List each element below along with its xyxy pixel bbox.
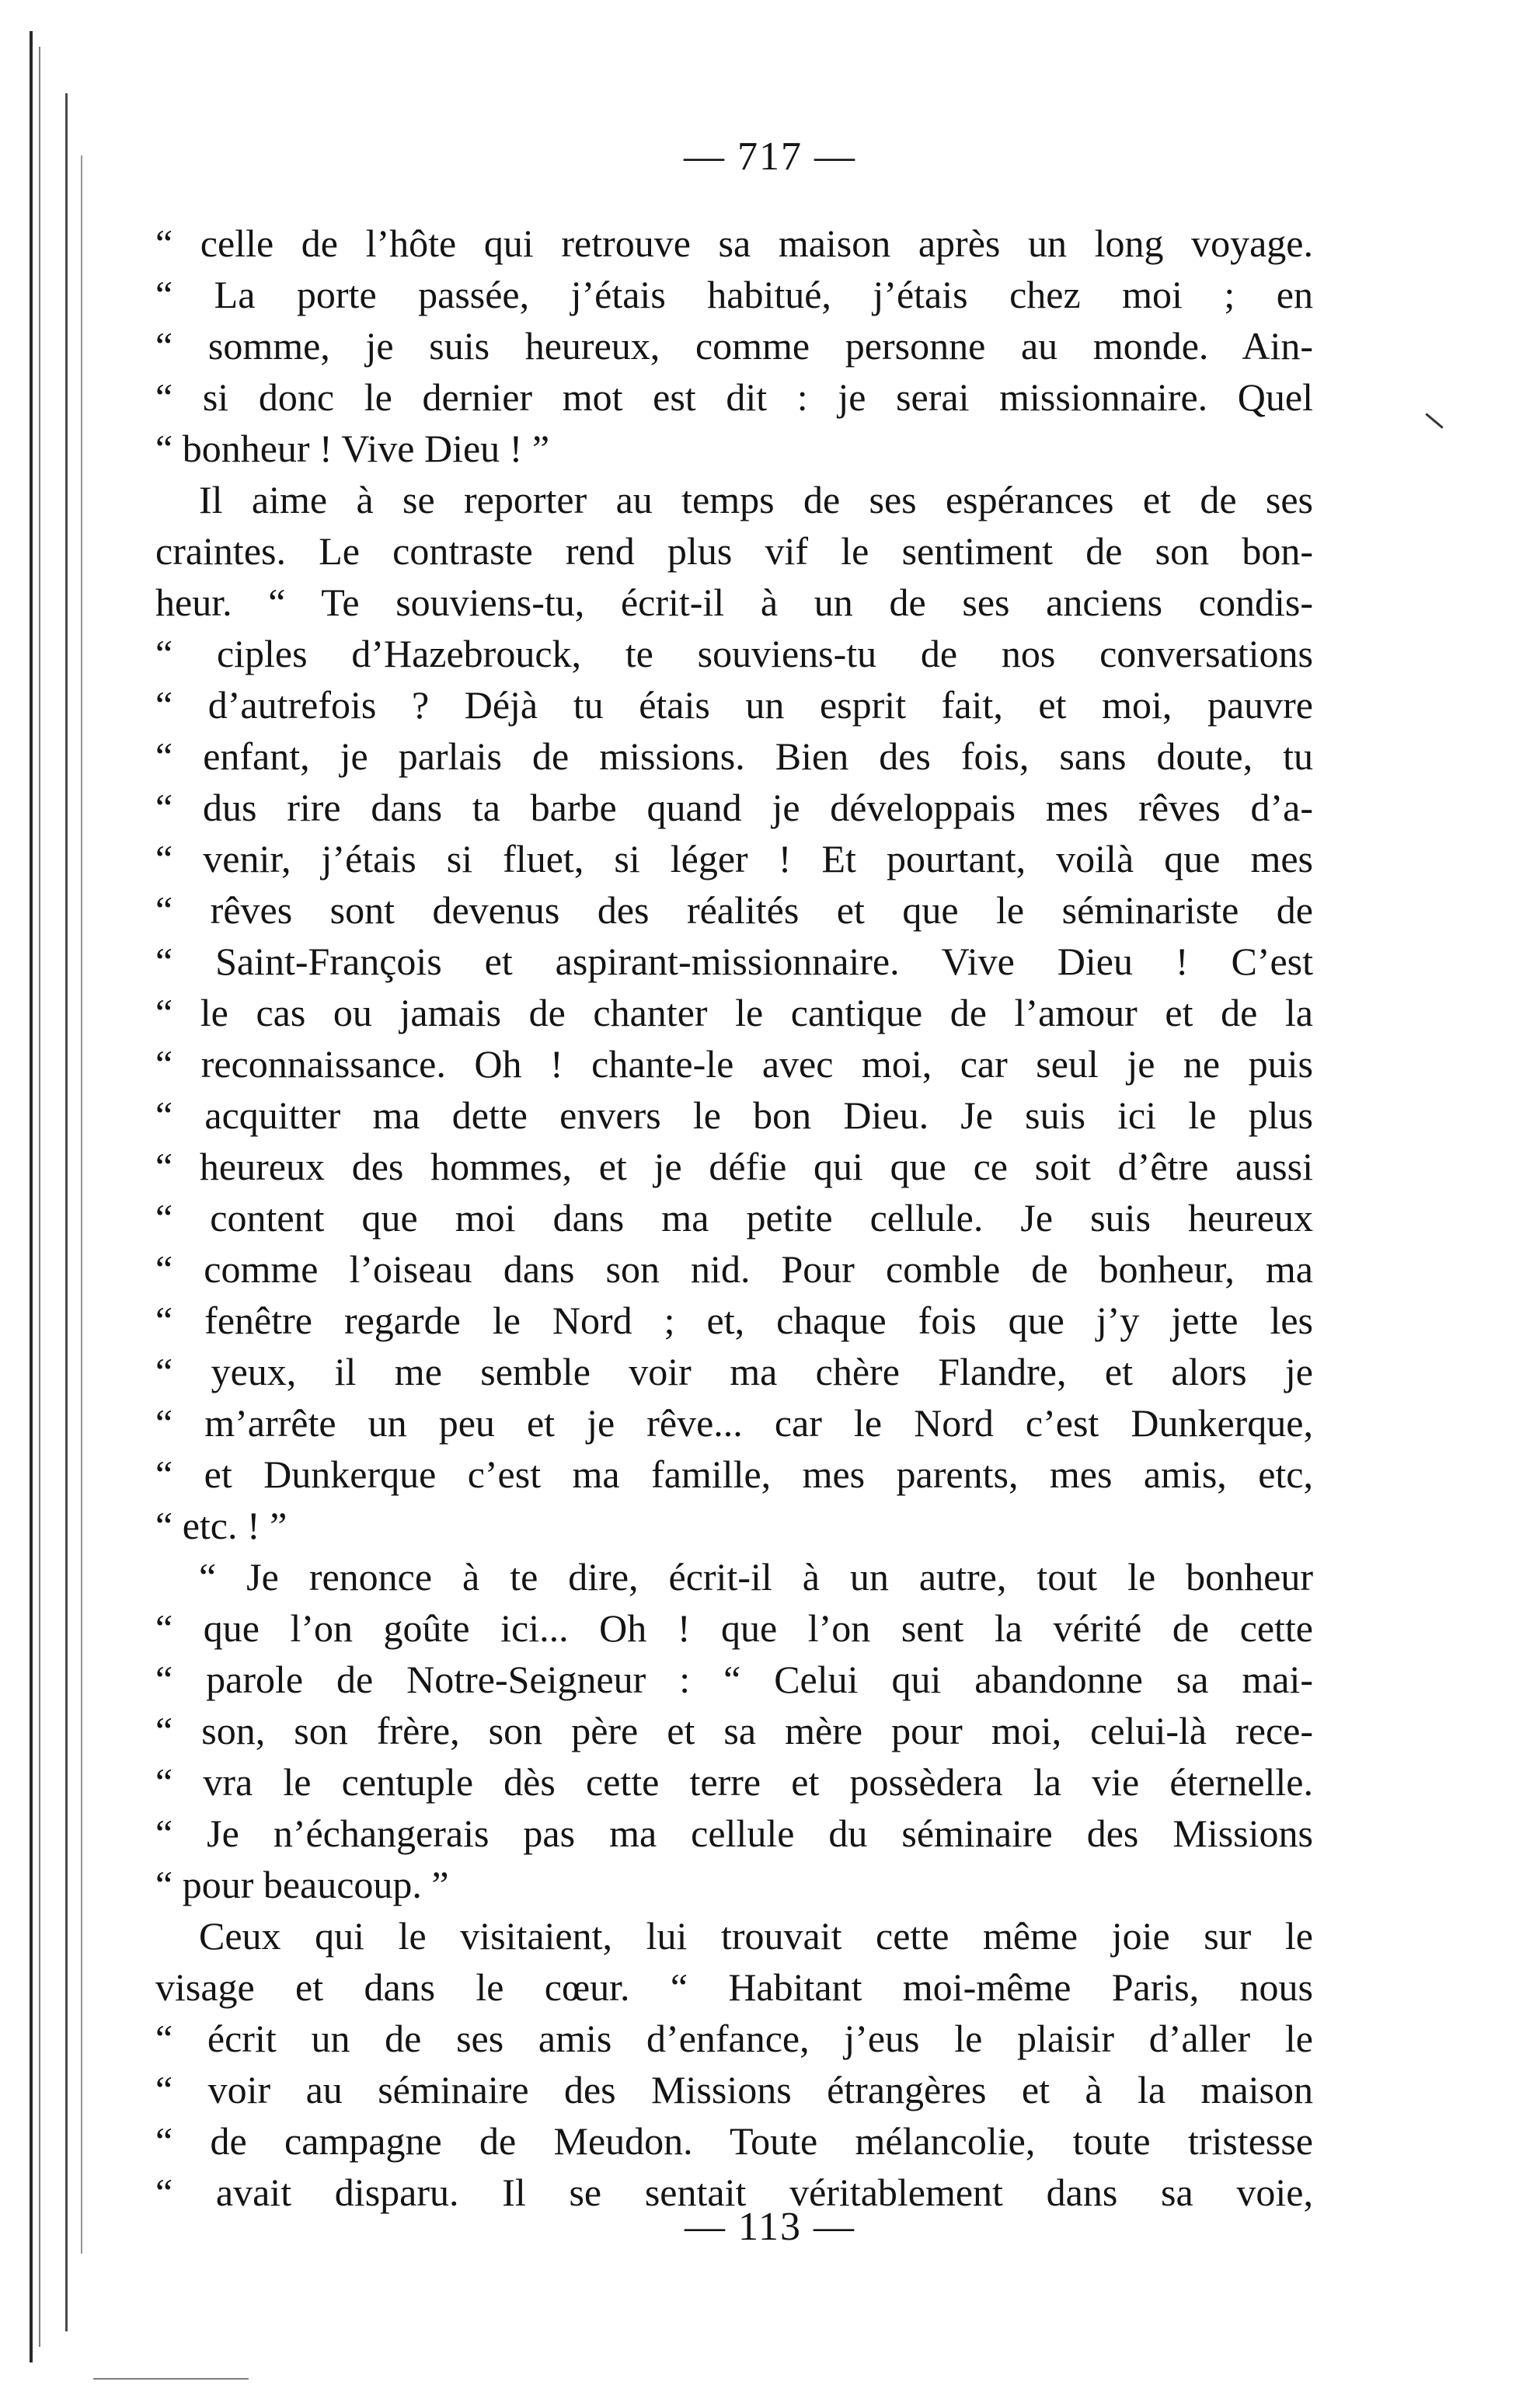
text-line: “ si donc le dernier mot est dit : je serai missionnaire. Quel <box>155 375 1313 419</box>
text-line: “ de campagne de Meudon. Toute mélancolie, toute tristesse <box>155 2119 1313 2163</box>
text-line: “ heureux des hommes, et je défie qui que ce soit d’être aussi <box>155 1145 1313 1188</box>
text-line: craintes. Le contraste rend plus vif le sentiment de son bon- <box>155 529 1313 573</box>
text-line: “ ciples d’Hazebrouck, te souviens-tu de nos conversations <box>155 632 1313 675</box>
text-line: “ venir, j’étais si fluet, si léger ! Et pourtant, voilà que mes <box>155 837 1313 880</box>
text-line: “ d’autrefois ? Déjà tu étais un esprit fait, et moi, pauvre <box>155 683 1313 727</box>
text-line: “ voir au séminaire des Missions étrangères et à la maison <box>155 2068 1313 2111</box>
text-line: “ vra le centuple dès cette terre et possèdera la vie éternelle. <box>155 1760 1313 1804</box>
text-line: “ que l’on goûte ici... Oh ! que l’on sent la vérité de cette <box>155 1606 1313 1650</box>
text-line: “ bonheur ! Vive Dieu ! ” <box>155 427 550 470</box>
text-line: “ écrit un de ses amis d’enfance, j’eus le plaisir d’aller le <box>155 2017 1313 2060</box>
text-line: “ parole de Notre-Seigneur : “ Celui qui abandonne sa mai- <box>155 1658 1313 1701</box>
text-line: “ acquitter ma dette envers le bon Dieu. Je suis ici le plus <box>155 1093 1313 1137</box>
text-line: “ dus rire dans ta barbe quand je développais mes rêves d’a- <box>155 786 1313 829</box>
text-line: “ somme, je suis heureux, comme personne au monde. Ain- <box>155 324 1313 368</box>
text-line: heur. “ Te souviens-tu, écrit-il à un de ses anciens condis- <box>155 581 1313 624</box>
text-line: Ceux qui le visitaient, lui trouvait cette même joie sur le <box>199 1914 1313 1958</box>
text-line: “ yeux, il me semble voir ma chère Flandre, et alors je <box>155 1350 1313 1393</box>
text-line: “ rêves sont devenus des réalités et que le séminariste de <box>155 888 1313 932</box>
text-line: Il aime à se reporter au temps de ses espérances et de ses <box>199 478 1313 521</box>
text-line: “ comme l’oiseau dans son nid. Pour comble de bonheur, ma <box>155 1247 1313 1291</box>
text-line: “ Je n’échangerais pas ma cellule du séminaire des Missions <box>155 1811 1313 1855</box>
footer-page-number: — 113 — <box>684 2205 856 2249</box>
text-line: “ enfant, je parlais de missions. Bien des fois, sans doute, tu <box>155 734 1313 778</box>
text-line: “ etc. ! ” <box>155 1504 287 1547</box>
text-line: “ celle de l’hôte qui retrouve sa maison après un long voyage. <box>155 221 1313 265</box>
text-line: visage et dans le cœur. “ Habitant moi-même Paris, nous <box>155 1965 1313 2009</box>
binding-gutter <box>0 0 117 2406</box>
text-line: “ content que moi dans ma petite cellule. Je suis heureux <box>155 1196 1313 1240</box>
text-line: “ fenêtre regarde le Nord ; et, chaque fois que j’y jette les <box>155 1299 1313 1342</box>
text-line: “ et Dunkerque c’est ma famille, mes parents, mes amis, etc, <box>155 1452 1313 1496</box>
text-line: “ m’arrête un peu et je rêve... car le Nord c’est Dunkerque, <box>155 1401 1313 1445</box>
stray-mark <box>1425 413 1443 428</box>
running-header-page-number: — 717 — <box>684 134 856 179</box>
body-text <box>155 218 1313 2218</box>
text-line: “ reconnaissance. Oh ! chante-le avec moi, car seul je ne puis <box>155 1042 1313 1086</box>
text-line: “ La porte passée, j’étais habitué, j’étais chez moi ; en <box>155 273 1313 316</box>
text-line: “ son, son frère, son père et sa mère pour moi, celui-là rece- <box>155 1709 1313 1752</box>
text-line: “ le cas ou jamais de chanter le cantique de l’amour et de la <box>155 991 1313 1034</box>
text-line: “ Saint-François et aspirant-missionnaire. Vive Dieu ! C’est <box>155 940 1313 983</box>
text-line: “ pour beaucoup. ” <box>155 1863 449 1906</box>
text-line: “ avait disparu. Il se sentait véritablement dans sa voie, <box>155 2171 1313 2214</box>
text-line: “ Je renonce à te dire, écrit-il à un autre, tout le bonheur <box>199 1555 1313 1599</box>
